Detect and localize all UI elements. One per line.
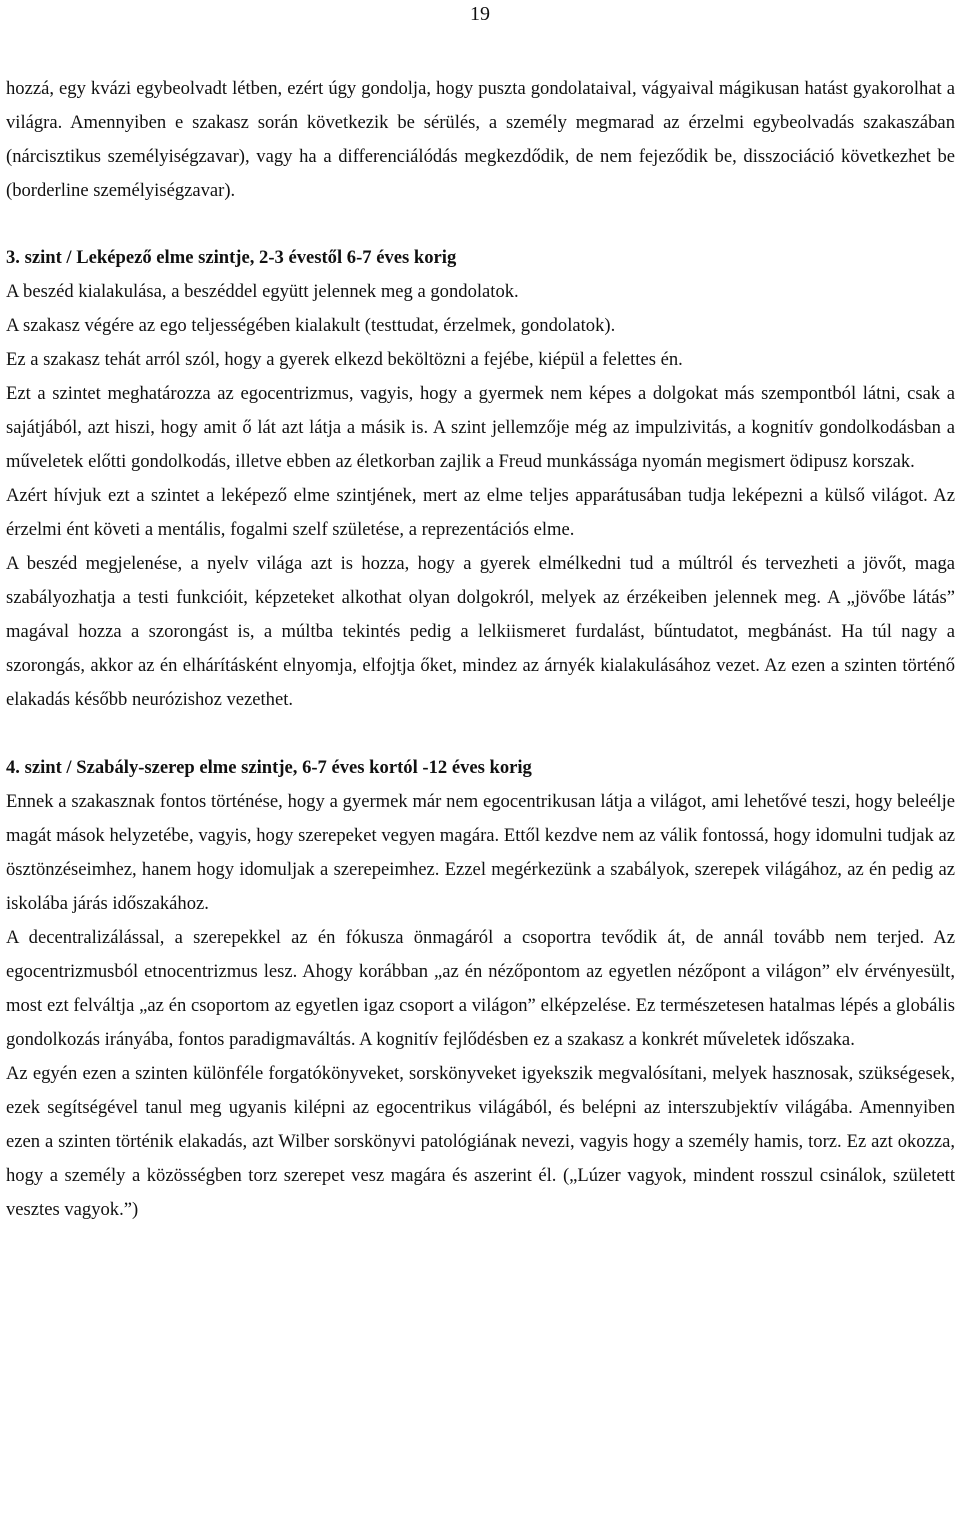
page-number: 19 — [470, 3, 490, 25]
section-3-paragraph: Ez a szakasz tehát arról szól, hogy a gyerek elkezd beköltözni a fejébe, kiépül a felettes én. — [6, 349, 683, 370]
section-3-paragraph: Ezt a szintet meghatározza az egocentrizmus, vagyis, hogy a gyermek nem képes a dolgokat más szempontból látni, csak a sajátjából, azt hiszi, hogy amit ő lát azt látja a másik is. A szint jellemzője még az impulzivitás, a kognitív gondolkodásban a műveletek előtti gondolkodás, illetve ebben az életkorban zajlik a Freud munkássága nyomán megismert ödipusz korszak. — [6, 383, 955, 472]
section-4-paragraph: Ennek a szakasznak fontos történése, hogy a gyermek már nem egocentrikusan látja a világot, ami lehetővé teszi, hogy beleélje magát mások helyzetébe, vagyis, hogy szerepeket vegyen magára. Ettől kezdve nem az válik fontossá, hogy idomulni tudjak az ösztönzéseimhez, hanem hogy idomuljak a szerepeimhez. Ezzel megérkezünk a szabályok, szerepek világához, az én pedig az iskolába járás időszakához. — [6, 791, 955, 914]
section-3-paragraph: A beszéd megjelenése, a nyelv világa azt is hozza, hogy a gyerek elmélkedni tud a múltról és tervezheti a jövőt, maga szabályozhatja a testi funkcióit, képzeteket alkothat olyan dolgokról, melyek az érzékeiben jelennek meg. A „jövőbe látás” magával hozza a szorongást is, a múltba tekintés pedig a lelkiismeret furdalást, bűntudatot, megbánást. Ha túl nagy a szorongás, akkor az én elhárításként elnyomja, elfojtja őket, mindez az árnyék kialakulásához vezet. Az ezen a szinten történő elakadás később neurózishoz vezethet. — [6, 553, 955, 710]
section-3-paragraph: A beszéd kialakulása, a beszéddel együtt jelennek meg a gondolatok. — [6, 281, 519, 302]
page-body — [6, 72, 955, 1227]
section-3-paragraph: Azért hívjuk ezt a szintet a leképező elme szintjének, mert az elme teljes apparátusában tudja leképezni a külső világot. Az érzelmi ént követi a mentális, fogalmi szelf születése, a reprezentációs elme. — [6, 485, 955, 540]
section-4-paragraph: Az egyén ezen a szinten különféle forgatókönyveket, sorskönyveket igyekszik megvalósítani, melyek hasznosak, szükségesek, ezek segítségével tanul meg ugyanis kilépni az egocentrikus világából, és belépni az interszubjektív világába. Amennyiben ezen a szinten történik elakadás, azt Wilber sorskönyvi patológiának nevezi, vagyis hogy a személy hamis, torz. Ez azt okozza, hogy a személy a közösségben torz szerepet vesz magára és aszerint él. („Lúzer vagyok, mindent rosszul csinálok, született vesztes vagyok.”) — [6, 1063, 955, 1220]
section-3-paragraph: A szakasz végére az ego teljességében kialakult (testtudat, érzelmek, gondolatok). — [6, 315, 616, 336]
section-spacer — [6, 208, 955, 241]
intro-paragraph: hozzá, egy kvázi egybeolvadt létben, ezért úgy gondolja, hogy puszta gondolataival, vágyaival mágikusan hatást gyakorolhat a világra. Amennyiben e szakasz során következik be sérülés, a személy megmarad az érzelmi egybeolvadás szakaszában (nárcisztikus személyiségzavar), vagy ha a differenciálódás megkezdődik, de nem fejeződik be, disszociáció következhet be (borderline személyiségzavar). — [6, 78, 955, 201]
section-4-heading: 4. szint / Szabály-szerep elme szintje, 6-7 éves kortól -12 éves korig — [6, 757, 532, 778]
section-3-heading: 3. szint / Leképező elme szintje, 2-3 évestől 6-7 éves korig — [6, 247, 457, 268]
section-spacer — [6, 717, 955, 751]
section-4-paragraph: A decentralizálással, a szerepekkel az én fókusza önmagáról a csoportra tevődik át, de annál tovább nem terjed. Az egocentrizmusból etnocentrizmus lesz. Ahogy korábban „az én nézőpontom az egyetlen nézőpont a világon” elv érvényesült, most ezt felváltja „az én csoportom az egyetlen igaz csoport a világon” elképzelése. Ez természetesen hatalmas lépés a globális gondolkozás irányába, fontos paradigmaváltás. A kognitív fejlődésben ez a szakasz a konkrét műveletek időszaka. — [6, 927, 955, 1050]
